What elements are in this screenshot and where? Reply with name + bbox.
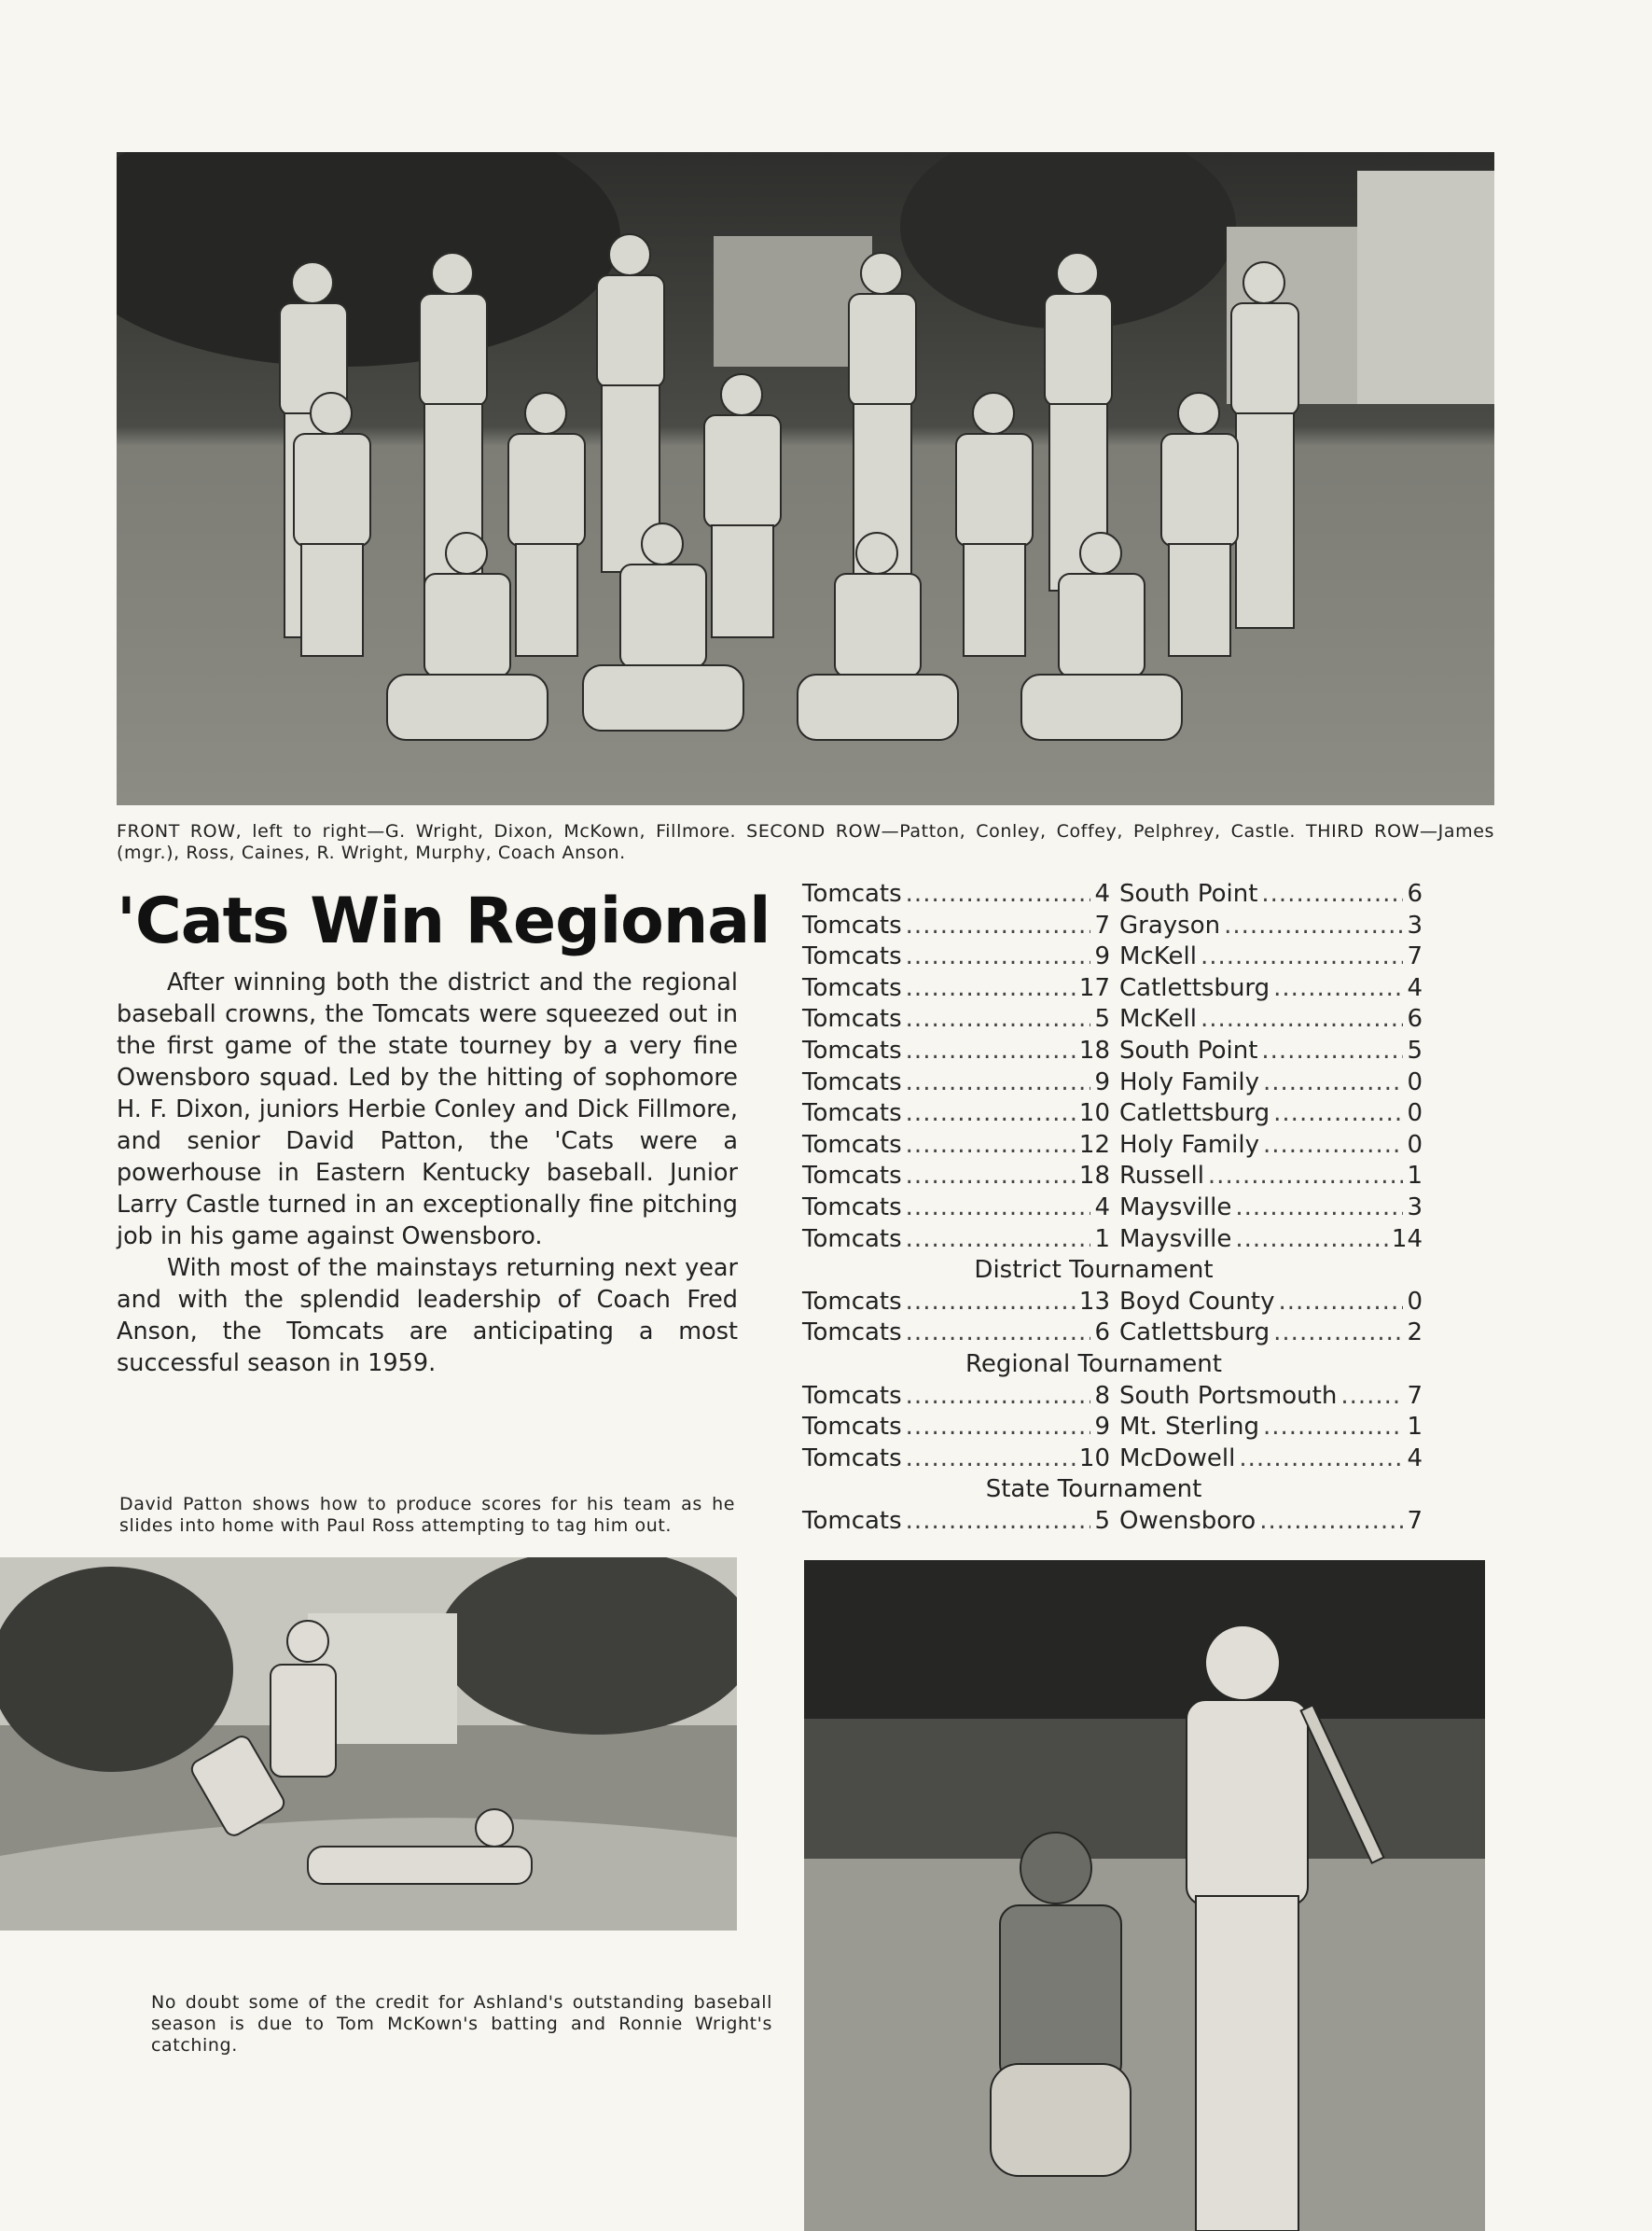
leader-dots bbox=[906, 1098, 1076, 1130]
opponent-name: McKell bbox=[1119, 1005, 1197, 1034]
team-score: 13 bbox=[1078, 1287, 1110, 1316]
leader-dots bbox=[906, 1381, 1091, 1413]
team-score: 6 bbox=[1094, 1318, 1110, 1347]
leader-dots bbox=[1273, 1098, 1403, 1130]
team-name: Tomcats bbox=[802, 1130, 902, 1159]
leader-dots bbox=[906, 1224, 1091, 1256]
leader-dots bbox=[906, 973, 1076, 1005]
score-row bbox=[802, 1192, 1423, 1224]
opponent-name: Catlettsburg bbox=[1119, 973, 1270, 1002]
score-row bbox=[802, 879, 1423, 911]
team-score: 17 bbox=[1078, 973, 1110, 1002]
leader-dots bbox=[1340, 1381, 1403, 1413]
team-score: 8 bbox=[1094, 1381, 1110, 1410]
opponent-name: Catlettsburg bbox=[1119, 1099, 1270, 1128]
team-score: 18 bbox=[1078, 1036, 1110, 1065]
opponent-name: Russell bbox=[1119, 1162, 1204, 1191]
team-name: Tomcats bbox=[802, 1192, 902, 1221]
team-name: Tomcats bbox=[802, 880, 902, 908]
leader-dots bbox=[1261, 879, 1403, 911]
opponent-name: Owensboro bbox=[1119, 1506, 1256, 1535]
leader-dots bbox=[1239, 1443, 1403, 1475]
opponent-score: 6 bbox=[1407, 880, 1423, 908]
score-row bbox=[802, 1004, 1423, 1036]
team-score: 12 bbox=[1078, 1130, 1110, 1159]
opponent-name: Maysville bbox=[1119, 1192, 1232, 1221]
opponent-score: 5 bbox=[1407, 1036, 1423, 1065]
leader-dots bbox=[1261, 1036, 1403, 1067]
score-row bbox=[802, 1412, 1423, 1443]
opponent-score: 6 bbox=[1407, 1005, 1423, 1034]
score-row bbox=[802, 1318, 1423, 1349]
opponent-score: 1 bbox=[1407, 1162, 1423, 1191]
score-row bbox=[802, 1381, 1423, 1413]
team-score: 4 bbox=[1094, 880, 1110, 908]
leader-dots bbox=[906, 1004, 1091, 1036]
opponent-score: 4 bbox=[1407, 973, 1423, 1002]
team-score: 4 bbox=[1094, 1192, 1110, 1221]
team-name: Tomcats bbox=[802, 911, 902, 940]
opponent-name: South Point bbox=[1119, 1036, 1258, 1065]
leader-dots bbox=[906, 1067, 1091, 1099]
leader-dots bbox=[906, 879, 1091, 911]
team-photo-caption: FRONT ROW, left to right—G. Wright, Dixon, McKown, Fillmore. SECOND ROW—Patton, Conley, Coffey, Pelphrey, Castle. THIRD ROW—James (mgr.), Ross, Caines, R. Wright, Murphy, Coach Anson. bbox=[117, 821, 1494, 863]
team-name: Tomcats bbox=[802, 1036, 902, 1065]
team-name: Tomcats bbox=[802, 1099, 902, 1128]
opponent-score: 1 bbox=[1407, 1413, 1423, 1442]
team-name: Tomcats bbox=[802, 1005, 902, 1034]
team-score: 9 bbox=[1094, 1413, 1110, 1442]
leader-dots bbox=[906, 1161, 1076, 1192]
score-row bbox=[802, 1287, 1423, 1318]
team-score: 10 bbox=[1078, 1443, 1110, 1472]
score-row bbox=[802, 1067, 1423, 1099]
leader-dots bbox=[906, 1443, 1076, 1475]
leader-dots bbox=[906, 1192, 1091, 1224]
score-row bbox=[802, 1161, 1423, 1192]
opponent-score: 14 bbox=[1391, 1224, 1423, 1253]
leader-dots bbox=[1201, 941, 1404, 973]
page-headline: 'Cats Win Regional bbox=[117, 885, 770, 958]
score-row bbox=[802, 1506, 1423, 1538]
story-paragraph: After winning both the district and the regional baseball crowns, the Tomcats were squeezed out in the first game of the state tourney by a very fine Owensboro squad. Led by the hitting of sophomore H. F. Dixon, juniors Herbie Conley and Dick Fillmore, and senior David Patton, the 'Cats were a powerhouse in Eastern Kentucky baseball. Junior Larry Castle turned in an exceptionally fine pitching job in his game against Owensboro. bbox=[117, 969, 738, 1250]
tournament-header: Regional Tournament bbox=[965, 1349, 1222, 1378]
team-name: Tomcats bbox=[802, 1413, 902, 1442]
team-score: 9 bbox=[1094, 942, 1110, 971]
story-text bbox=[117, 967, 738, 1379]
leader-dots bbox=[906, 1506, 1091, 1538]
opponent-score: 0 bbox=[1407, 1130, 1423, 1159]
team-name: Tomcats bbox=[802, 1162, 902, 1191]
team-score: 5 bbox=[1094, 1005, 1110, 1034]
opponent-score: 7 bbox=[1407, 942, 1423, 971]
team-name: Tomcats bbox=[802, 942, 902, 971]
opponent-name: McDowell bbox=[1119, 1443, 1236, 1472]
opponent-name: South Point bbox=[1119, 880, 1258, 908]
opponent-score: 7 bbox=[1407, 1381, 1423, 1410]
team-score: 18 bbox=[1078, 1162, 1110, 1191]
team-name: Tomcats bbox=[802, 973, 902, 1002]
score-row bbox=[802, 941, 1423, 973]
leader-dots bbox=[1273, 1318, 1403, 1349]
score-row bbox=[802, 1443, 1423, 1475]
score-row bbox=[802, 1036, 1423, 1067]
opponent-name: Holy Family bbox=[1119, 1130, 1259, 1159]
slide-photo-caption: David Patton shows how to produce scores for his team as he slides into home with Paul Ross attempting to tag him out. bbox=[119, 1494, 735, 1536]
team-photo bbox=[117, 152, 1494, 805]
team-name: Tomcats bbox=[802, 1506, 902, 1535]
leader-dots bbox=[906, 1036, 1076, 1067]
leader-dots bbox=[906, 1287, 1076, 1318]
score-row bbox=[802, 973, 1423, 1005]
team-name: Tomcats bbox=[802, 1443, 902, 1472]
opponent-name: Grayson bbox=[1119, 911, 1221, 940]
opponent-name: Holy Family bbox=[1119, 1067, 1259, 1096]
leader-dots bbox=[1235, 1224, 1388, 1256]
team-name: Tomcats bbox=[802, 1067, 902, 1096]
score-row bbox=[802, 1098, 1423, 1130]
opponent-name: South Portsmouth bbox=[1119, 1381, 1338, 1410]
tournament-header: District Tournament bbox=[974, 1256, 1214, 1285]
opponent-score: 7 bbox=[1407, 1506, 1423, 1535]
team-name: Tomcats bbox=[802, 1287, 902, 1316]
opponent-score: 0 bbox=[1407, 1099, 1423, 1128]
opponent-name: Mt. Sterling bbox=[1119, 1413, 1259, 1442]
leader-dots bbox=[906, 911, 1091, 942]
opponent-name: Maysville bbox=[1119, 1224, 1232, 1253]
team-score: 9 bbox=[1094, 1067, 1110, 1096]
leader-dots bbox=[906, 1318, 1091, 1349]
score-row bbox=[802, 1224, 1423, 1256]
scores-table bbox=[802, 879, 1423, 1537]
opponent-name: McKell bbox=[1119, 942, 1197, 971]
opponent-score: 0 bbox=[1407, 1067, 1423, 1096]
opponent-name: Boyd County bbox=[1119, 1287, 1275, 1316]
leader-dots bbox=[1263, 1130, 1403, 1162]
tournament-header: State Tournament bbox=[985, 1475, 1202, 1504]
batting-photo-caption: No doubt some of the credit for Ashland's outstanding baseball season is due to Tom McKown's batting and Ronnie Wright's catching. bbox=[151, 1992, 772, 2056]
opponent-name: Catlettsburg bbox=[1119, 1318, 1270, 1347]
batting-photo bbox=[804, 1560, 1485, 2231]
team-score: 5 bbox=[1094, 1506, 1110, 1535]
team-score: 7 bbox=[1094, 911, 1110, 940]
team-score: 1 bbox=[1094, 1224, 1110, 1253]
opponent-score: 3 bbox=[1407, 911, 1423, 940]
leader-dots bbox=[906, 941, 1091, 973]
team-name: Tomcats bbox=[802, 1318, 902, 1347]
leader-dots bbox=[906, 1412, 1091, 1443]
opponent-score: 0 bbox=[1407, 1287, 1423, 1316]
leader-dots bbox=[1208, 1161, 1404, 1192]
leader-dots bbox=[1201, 1004, 1404, 1036]
opponent-score: 2 bbox=[1407, 1318, 1423, 1347]
leader-dots bbox=[1224, 911, 1403, 942]
team-name: Tomcats bbox=[802, 1224, 902, 1253]
leader-dots bbox=[906, 1130, 1076, 1162]
opponent-score: 4 bbox=[1407, 1443, 1423, 1472]
slide-photo bbox=[0, 1557, 737, 1931]
score-row bbox=[802, 1130, 1423, 1162]
leader-dots bbox=[1259, 1506, 1403, 1538]
leader-dots bbox=[1263, 1067, 1403, 1099]
team-name: Tomcats bbox=[802, 1381, 902, 1410]
score-row bbox=[802, 911, 1423, 942]
opponent-score: 3 bbox=[1407, 1192, 1423, 1221]
leader-dots bbox=[1263, 1412, 1403, 1443]
story-paragraph: With most of the mainstays returning next year and with the splendid leadership of Coach Fred Anson, the Tomcats are anticipating a most successful season in 1959. bbox=[117, 1254, 738, 1377]
leader-dots bbox=[1273, 973, 1403, 1005]
leader-dots bbox=[1235, 1192, 1403, 1224]
leader-dots bbox=[1279, 1287, 1404, 1318]
team-score: 10 bbox=[1078, 1099, 1110, 1128]
